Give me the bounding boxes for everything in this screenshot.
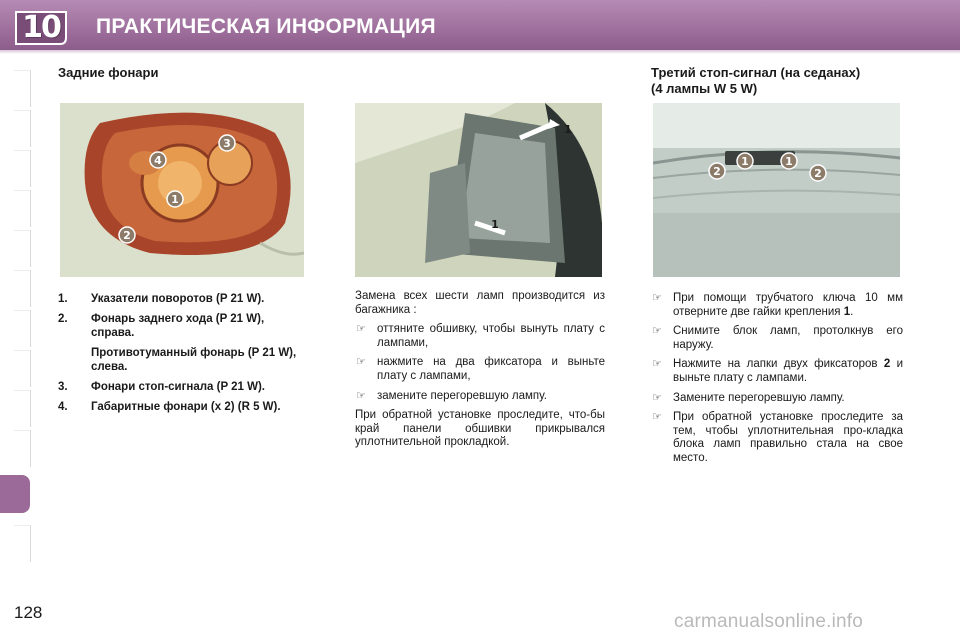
list-text: Фонари стоп-сигнала (P 21 W). (91, 381, 265, 393)
chapter-tab[interactable] (14, 390, 31, 427)
instruction-bullet (651, 358, 903, 385)
callout-4: 4 (154, 154, 162, 167)
rear-light-illustration (60, 103, 304, 277)
bullet-tail: . (850, 305, 854, 318)
list-text: Габаритные фонари (x 2) (R 5 W). (91, 401, 281, 413)
trunk-panel-illustration (355, 103, 602, 277)
bullet-text: замените перегоревшую лампу. (377, 389, 547, 402)
callout-2: 2 (814, 167, 822, 180)
section-title-rear-lights: Задние фонари (58, 65, 159, 80)
pointing-hand-icon: ☞ (356, 323, 366, 336)
chapter-tab[interactable] (14, 350, 31, 387)
pointing-hand-icon: ☞ (652, 358, 662, 371)
callout-1: 1 (741, 155, 749, 168)
rear-lights-list (58, 292, 308, 420)
callout-2: 2 (713, 165, 721, 178)
callout-1: 1 (171, 193, 179, 206)
chapter-tab[interactable] (14, 150, 31, 187)
pointing-hand-icon: ☞ (652, 391, 662, 404)
intro-text: Замена всех шести ламп производится из багажника : (355, 290, 605, 316)
chapter-tabs (0, 60, 34, 580)
bullet-text: Нажмите на лапки двух фиксаторов (673, 358, 884, 371)
pointing-hand-icon: ☞ (356, 356, 366, 369)
list-text: Противотуманный фонарь (P 21 W), слева. (91, 347, 297, 373)
chapter-tab[interactable] (14, 430, 31, 467)
bullet-text: нажмите на два фиксатора и выньте плату с лампами, (377, 356, 605, 382)
pointing-hand-icon: ☞ (652, 411, 662, 424)
pointing-hand-icon: ☞ (356, 389, 366, 402)
bullet-text: При обратной установке проследите за тем, чтобы уплотнительная про-кладка блока ламп правильно стала на свое место. (673, 411, 903, 464)
pointing-hand-icon: ☞ (652, 325, 662, 338)
bullet-bold-ref: 1 (843, 305, 851, 318)
chapter-tab[interactable] (14, 70, 31, 107)
instruction-bullet (355, 323, 605, 350)
list-item (58, 312, 308, 340)
bullet-text: Снимите блок ламп, протолкнув его наружу. (673, 325, 903, 351)
header-shadow (0, 50, 960, 54)
list-item (58, 400, 308, 414)
bullet-text: оттяните обшивку, чтобы вынуть плату с лампами, (377, 323, 605, 349)
list-text: Фонарь заднего хода (P 21 W), справа. (91, 313, 265, 339)
list-text: Указатели поворотов (P 21 W). (91, 293, 265, 305)
chapter-tab-active[interactable] (0, 475, 30, 513)
instruction-bullet (355, 356, 605, 383)
list-item (58, 380, 308, 394)
chapter-tab[interactable] (14, 190, 31, 227)
section-title-line: (4 лампы W 5 W) (651, 81, 758, 96)
list-number: 4. (58, 401, 68, 413)
page-title: ПРАКТИЧЕСКАЯ ИНФОРМАЦИЯ (96, 15, 436, 38)
list-item (58, 292, 308, 306)
third-brake-light-figure (653, 103, 900, 277)
outro-text: При обратной установке проследите, что-бы край панели обшивки прикрывался уплотнительной прокладкой. (355, 409, 605, 449)
instruction-bullet (355, 390, 605, 404)
list-number: 2. (58, 313, 68, 325)
page-number: 128 (14, 603, 43, 622)
list-item (58, 346, 308, 374)
chapter-tab[interactable] (14, 310, 31, 347)
list-number: 3. (58, 381, 68, 393)
bullet-text: Замените перегоревшую лампу. (673, 391, 845, 404)
section-title-line: Третий стоп-сигнал (на седанах) (651, 65, 861, 80)
chapter-tab[interactable] (14, 230, 31, 267)
instruction-bullet (651, 292, 903, 319)
pointing-hand-icon: ☞ (652, 292, 662, 304)
callout-1: 1 (491, 218, 499, 231)
chapter-number: 10 (22, 10, 60, 45)
third-brake-light-illustration (653, 103, 900, 277)
brake-light-instructions (651, 292, 903, 472)
watermark: carmanualsonline.info (674, 611, 864, 632)
section-title-third-brake-light (651, 65, 941, 97)
bullet-text: При помощи трубчатого ключа 10 мм отверните две гайки крепления (673, 292, 903, 318)
chapter-tab[interactable] (14, 110, 31, 147)
rear-light-figure (60, 103, 304, 277)
callout-1: 1 (785, 155, 793, 168)
chapter-tab[interactable] (14, 525, 31, 562)
bullet-tail: и выньте плату с лампами. (673, 358, 903, 384)
callout-1: 1 (564, 123, 572, 136)
list-number: 1. (58, 293, 68, 305)
callout-2: 2 (123, 229, 131, 242)
chapter-tab[interactable] (14, 270, 31, 307)
trunk-panel-figure (355, 103, 602, 277)
instruction-bullet (651, 325, 903, 352)
instruction-bullet (651, 392, 903, 406)
callout-3: 3 (223, 137, 231, 150)
bullet-bold-ref: 2 (883, 358, 891, 371)
trunk-instructions (355, 290, 605, 456)
instruction-bullet (651, 411, 903, 465)
